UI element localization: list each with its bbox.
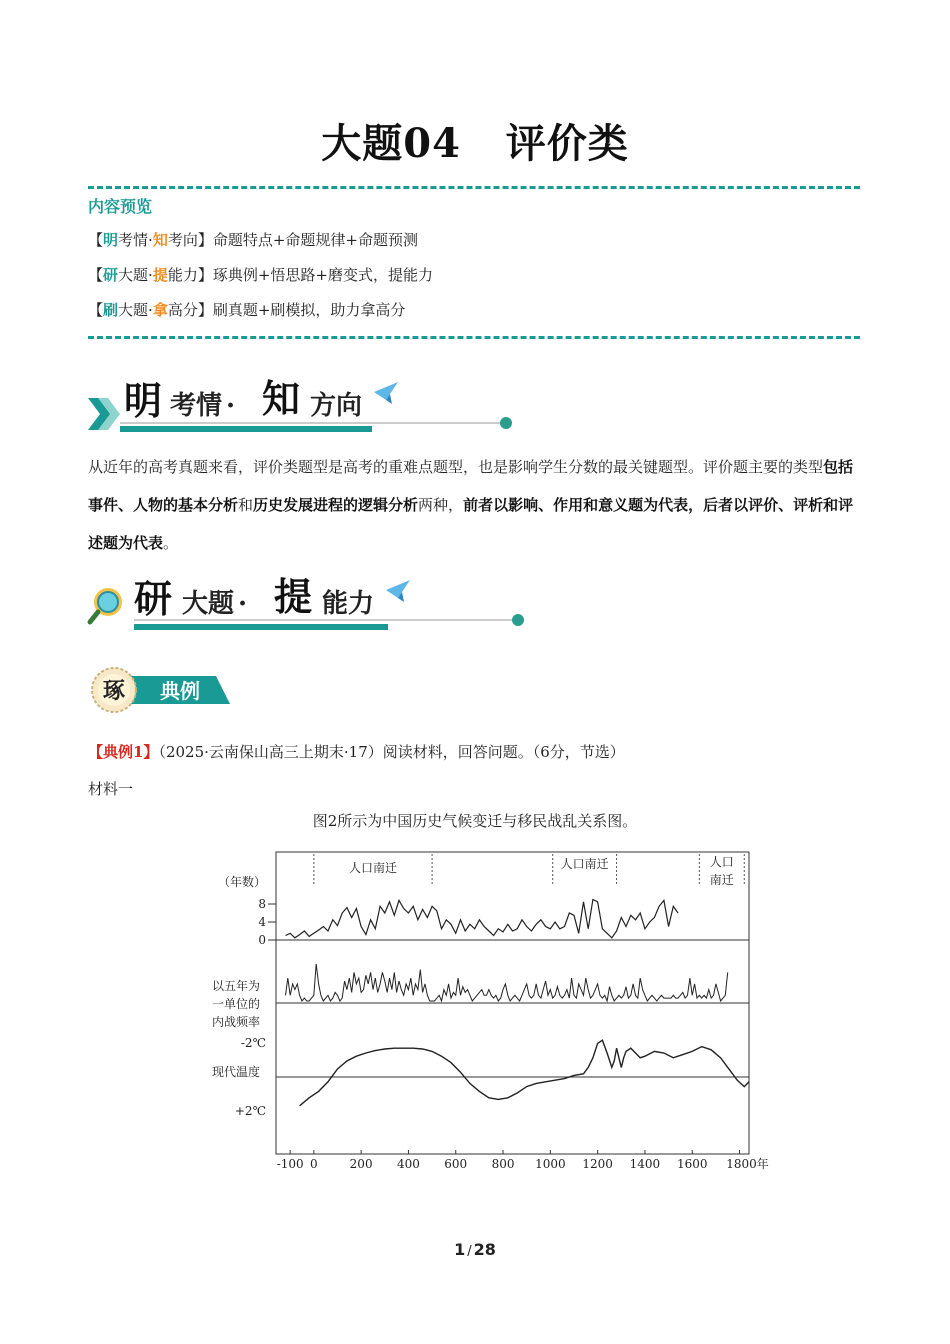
- preview-line-2: 【研大题·提能力】琢典例+悟思路+磨变式，提能力: [88, 266, 433, 284]
- banner-char-3: 提: [274, 574, 313, 619]
- banner-dot: ·: [238, 589, 248, 619]
- migration-label: 人口南迁: [560, 857, 609, 871]
- series-line-temperature: [300, 1040, 749, 1106]
- figure-caption: 图2所示为中国历史气候变迁与移民战乱关系图。: [312, 812, 638, 830]
- x-tick-label: 1200: [582, 1157, 613, 1171]
- migration-label: 人口南迁: [348, 861, 397, 875]
- badge-word: 典例: [160, 679, 200, 703]
- material-label: 材料一: [88, 780, 134, 798]
- x-tick-label: 1400: [629, 1157, 661, 1171]
- panel-years-ylabel: （年数）: [217, 875, 267, 889]
- preview-line-1: 【明考情·知考向】命题特点+命题规律+命题预测: [88, 231, 418, 249]
- x-tick-label: 400: [396, 1157, 420, 1171]
- x-tick-label: 0: [310, 1157, 318, 1171]
- page-title: 大题04 评价类: [321, 120, 629, 167]
- x-tick-label: 800: [491, 1157, 515, 1171]
- series-line-years: [286, 900, 679, 938]
- x-tick-label: 200: [349, 1157, 373, 1171]
- y-tick-label: +2℃: [234, 1104, 266, 1118]
- banner-char-3: 知: [262, 376, 301, 421]
- preview-line-3: 【刷大题·拿高分】刷真题+刷模拟，助力拿高分: [88, 301, 406, 319]
- intro-paragraph: 从近年的高考真题来看，评价类题型是高考的重难点题型，也是影响学生分数的最关键题型。评价题主要的类型包括事件、人物的基本分析和历史发展进程的逻辑分析两种，前者以影响、作用和意义题为代表，后者以评价、评析和评述题为代表。: [88, 458, 854, 552]
- x-tick-label: 1000: [535, 1157, 566, 1171]
- example-question: 【典例1】（2025·云南保山高三上期末·17）阅读材料，回答问题。（6分，节选）: [88, 743, 625, 761]
- banner-char-1: 明: [124, 378, 163, 423]
- migration-label: 人口: [709, 855, 734, 869]
- badge-char: 琢: [102, 678, 126, 704]
- panel-temp-ylabel: 现代温度: [211, 1065, 261, 1079]
- x-tick-label: 1600: [676, 1157, 708, 1171]
- banner-word-4: 能力: [322, 589, 375, 619]
- x-tick-label: -100: [276, 1157, 304, 1171]
- y-tick-label: 0: [258, 933, 266, 947]
- banner-dot: ·: [226, 391, 236, 421]
- y-tick-label: -2℃: [240, 1036, 266, 1050]
- panel-war-ylabel-1: 以五年为: [211, 979, 261, 993]
- y-tick-label: 8: [258, 897, 266, 911]
- y-tick-label: 4: [258, 915, 266, 929]
- panel-war-ylabel-3: 内战频率: [211, 1015, 261, 1029]
- panel-war-ylabel-2: 一单位的: [211, 997, 261, 1011]
- x-tick-label: 1800年: [726, 1157, 769, 1171]
- banner-word-2: 大题: [182, 589, 235, 619]
- banner-word-4: 方向: [310, 391, 363, 421]
- banner-char-1: 研: [134, 576, 173, 621]
- migration-label-line2: 南迁: [709, 873, 734, 887]
- x-tick-label: 600: [444, 1157, 468, 1171]
- preview-heading: 内容预览: [88, 197, 153, 216]
- page-number: 1 / 28: [454, 1240, 496, 1259]
- banner-word-2: 考情: [170, 391, 223, 421]
- series-line-war: [286, 964, 728, 1001]
